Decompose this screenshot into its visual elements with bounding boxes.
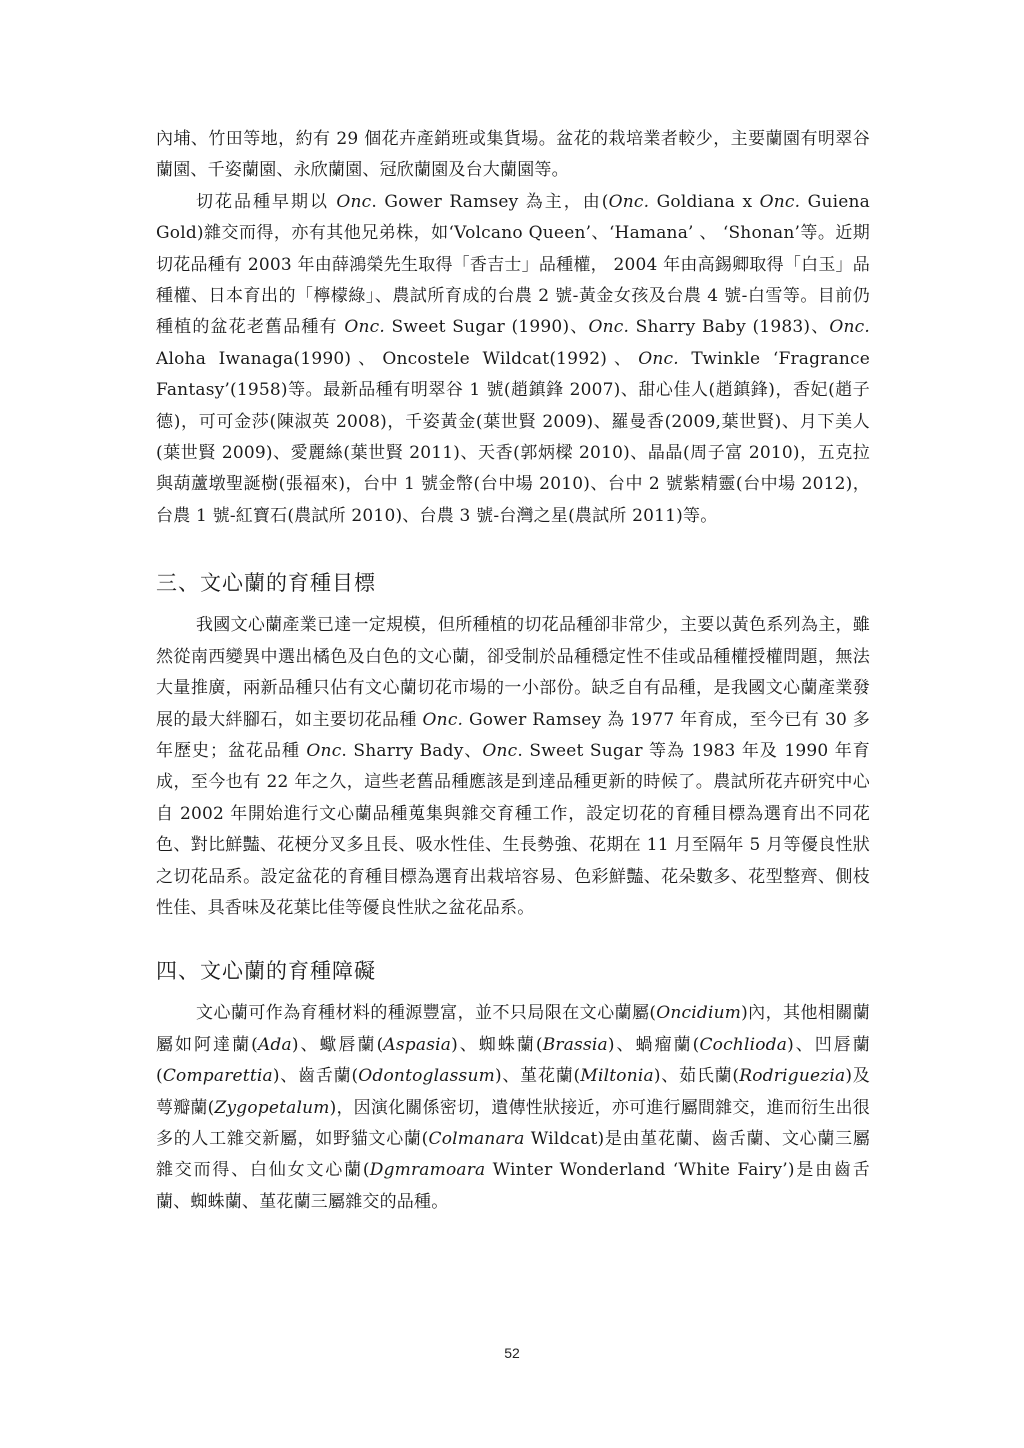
genus-abbrev: Onc — [336, 191, 372, 212]
section-heading-breeding-obstacles: 四、文心蘭的育種障礙 — [156, 959, 376, 984]
text-run: )、堇花蘭( — [494, 1066, 581, 1087]
text-run: )、凹唇蘭( — [156, 1034, 870, 1087]
genus-name: Dgmramoara — [369, 1160, 486, 1181]
text-run: Guiena Gold)雜交而得，亦有其他兄弟株，如‘Volcano Queen’、‘Hamana’ 、 ‘Shonan’等。近期切花品種有 2003 年由薛鴻榮先生取得「香吉士」品種權， 2004 年由高錫卿取得「白玉」品種權、日本育出的「檸檬綠」、農試所育成的台農 2 號-黃金女孩及台農 4 號-白雪等。目前仍種植的盆花老舊品種有 — [156, 191, 870, 338]
text-run: )內，其他相關蘭屬如阿達蘭( — [156, 1003, 870, 1055]
genus-name: Cochlioda — [699, 1034, 788, 1055]
text-run: )、齒舌蘭( — [272, 1066, 359, 1087]
section-heading-breeding-goals: 三、文心蘭的育種目標 — [156, 571, 376, 596]
text-run: Goldiana x — [649, 191, 760, 212]
text-run: )、蝸瘤蘭( — [607, 1034, 700, 1055]
genus-abbrev: Onc. — [344, 317, 385, 338]
genus-name: Odontoglassum — [358, 1066, 495, 1087]
genus-abbrev: Onc. — [588, 317, 630, 338]
text-run: 切花品種早期以 — [196, 191, 337, 212]
genus-abbrev: Onc. — [608, 191, 650, 212]
page-number: 52 — [504, 1345, 520, 1361]
genus-abbrev: Onc. — [759, 191, 801, 212]
text-run: )、蜘蛛蘭( — [451, 1034, 543, 1055]
text-run: 我國文心蘭產業已達一定規模，但所種植的切花品種卻非常少，主要以黃色系列為主，雖然從南西變異中選出橘色及白色的文心蘭，卻受制於品種穩定性不佳或品種權授權問題，無法大量推廣，兩新品種只佔有文心蘭切花市場的一小部份。缺乏自有品種，是我國文心蘭產業發展的最大絆腳石，如主要切花品種 — [156, 615, 870, 730]
text-run: )、茹氏蘭( — [653, 1066, 740, 1087]
text-run: Twinkle ‘Fragrance Fantasy’(1958)等。最新品種有明翠谷 1 號(趙鎮鋒 2007)、甜心佳人(趙鎮鋒)，香妃(趙子德)，可可金莎(陳淑英 2008)，千姿黃金(葉世賢 2009)、羅曼香(2009,葉世賢)、月下美人(葉世賢 2009)、愛麗絲(葉世賢 2011)、天香(郭炳樑 2010)、晶晶(周子富 2010)，五克拉與葫蘆墩聖誕樹(張福來)，台中 1 號金幣(台中場 2010)、台中 2 號紫精靈(台中場 2012)，台農 1 號-紅寶石(農試所 2010)、台農 3 號-台灣之星(農試所 2011)等。 — [156, 348, 871, 526]
text-run: Gower Ramsey 為 1977 年育成，至今已有 30 多年歷史；盆花品種 — [156, 709, 870, 761]
genus-abbrev: Onc — [306, 740, 342, 761]
text-run: Aloha Iwanaga(1990)、Oncostele Wildcat(1992)、 — [156, 348, 639, 369]
text-run: )，因演化關係密切，遺傳性狀接近，亦可進行屬間雜交，進而衍生出很多的人工雜交新屬，如野貓文心蘭( — [156, 1097, 870, 1149]
genus-name: Brassia — [542, 1034, 608, 1055]
text-run: Sweet Sugar (1990)、 — [384, 317, 589, 338]
text-run: Winter Wonderland ‘White Fairy’)是由齒舌蘭、蜘蛛蘭、堇花蘭三屬雜交的品種。 — [156, 1160, 870, 1212]
text-run: 內埔、竹田等地，約有 29 個花卉產銷班或集貨場。盆花的栽培業者較少，主要蘭園有明翠谷蘭園、千姿蘭園、永欣蘭園、冠欣蘭園及台大蘭園等。 — [156, 129, 870, 181]
document-body — [156, 124, 870, 1218]
genus-name: Miltonia — [580, 1066, 654, 1087]
text-run: )、蠍唇蘭( — [291, 1034, 384, 1055]
genus-name: Oncidium — [656, 1003, 742, 1024]
genus-name: Ada — [257, 1034, 292, 1055]
paragraph-3 — [156, 610, 870, 924]
text-run: . Gower Ramsey 為主，由( — [371, 191, 609, 212]
paragraph-2 — [156, 187, 870, 532]
genus-name: Aspasia — [383, 1034, 452, 1055]
text-run: . Sweet Sugar 等為 1983 年及 1990 年育成，至今也有 22 年之久，這些老舊品種應該是到達品種更新的時候了。農試所花卉研究中心自 2002 年開始進行文心蘭品種蒐集與雜交育種工作，設定切花的育種目標為選育出不同花色、對比鮮豔、花梗分叉多且長、吸水性佳、生長勢強、花期在 11 月至隔年 5 月等優良性狀之切花品系。設定盆花的育種目標為選育出栽培容易、色彩鮮豔、花朵數多、花型整齊、側枝性佳、具香味及花葉比佳等優良性狀之盆花品系。 — [156, 740, 870, 918]
text-run: Sharry Baby (1983)、 — [629, 317, 830, 338]
paragraph-1 — [156, 124, 870, 187]
genus-abbrev: Onc — [482, 740, 518, 761]
text-run: Wildcat)是由堇花蘭、齒舌蘭、文心蘭三屬雜交而得、白仙女文心蘭( — [156, 1128, 870, 1181]
text-run: 文心蘭可作為育種材料的種源豐富，並不只局限在文心蘭屬( — [196, 1003, 657, 1024]
text-run: )及萼瓣蘭( — [156, 1066, 870, 1118]
genus-abbrev: Onc. — [422, 709, 464, 730]
genus-name: Zygopetalum — [214, 1097, 330, 1118]
genus-abbrev: Onc. — [829, 317, 870, 338]
genus-name: Rodriguezia — [739, 1066, 846, 1087]
genus-abbrev: Onc. — [638, 348, 679, 369]
paragraph-4 — [156, 998, 870, 1218]
text-run: . Sharry Bady、 — [341, 740, 483, 761]
genus-name: Colmanara — [428, 1128, 525, 1149]
genus-name: Comparettia — [162, 1066, 273, 1087]
